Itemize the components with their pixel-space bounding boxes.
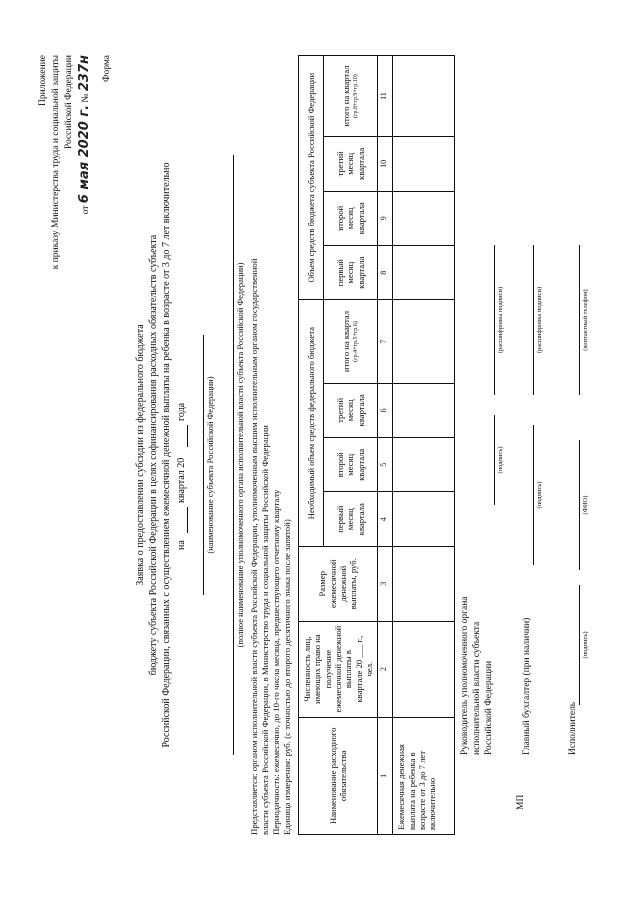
col-header-amount: Размер ежемесячной денежной выплаты, руб. (299, 546, 378, 621)
info-periodicity: Периодичность: ежемесячно, до 10-го числа месяца, предшествующего отчетному кварталу (271, 489, 281, 835)
sub-header-reg-total (323, 56, 377, 137)
quarter-word: квартал 20 (176, 457, 187, 503)
quarter-na: на (176, 540, 187, 550)
cell-reg-total[interactable] (393, 56, 455, 137)
row-obligation-name: Ежемесячная денежная выплата на ребенка в возрасте от 3 до 7 лет включительно (393, 717, 455, 834)
col-number: 4 (378, 492, 393, 546)
sub-header-reg-second: второй месяц квартала (323, 191, 377, 245)
executor-fio-caption: (ФИО) (582, 495, 589, 515)
order-from: от (81, 205, 91, 215)
subject-name-line (203, 335, 204, 595)
sub-header-fed-total (323, 300, 377, 383)
order-date: 6 мая 2020 г. (77, 104, 92, 204)
executor-signature-caption: (подпись) (582, 631, 589, 659)
cell-count[interactable] (393, 621, 455, 717)
executor-signature-line[interactable] (579, 585, 580, 705)
authority-name-caption: (полное наименование уполномоченного органа исполнительной власти субъекта Российской Федерации) (235, 262, 245, 648)
info-unit: Единица измерения: руб. (с точностью до второго десятичного знака после запятой) (282, 519, 292, 835)
title-line-2: бюджету субъекта Российской Федерации в целях софинансирования расходных обязательств субъекта (148, 234, 159, 676)
col-number: 6 (378, 383, 393, 437)
document-page (20, 25, 620, 885)
formula-federal: (гр.4+гр.5+гр.6) (353, 321, 360, 362)
executor-label: Исполнитель (568, 701, 578, 755)
authority-name-line (233, 155, 234, 755)
order-no-label: № (81, 93, 91, 103)
accountant-decode-caption: (расшифровка подписи) (536, 286, 543, 354)
col-header-count-unit: чел. (363, 661, 374, 677)
col-number: 10 (378, 137, 393, 191)
col-header-obligation: Наименование расходного обязательства (299, 717, 378, 834)
subject-name-caption: (наименование субъекта Российской Федерации) (205, 376, 215, 554)
order-line-2: Российской Федерации (64, 55, 74, 150)
title-line-3: Российской Федерации, связанных с осуществлением ежемесячной денежной выплаты на ребенка в возрасте от 3 до 7 лет включительно (161, 162, 172, 748)
sub-header-reg-first: первый месяц квартала (323, 245, 377, 299)
col-number: 1 (378, 717, 393, 834)
accountant-decode-line[interactable] (533, 245, 534, 395)
head-signature-caption: (подпись) (497, 446, 504, 474)
column-numbers-row (378, 56, 393, 835)
formula-regional: (гр.8+гр.9+гр.10) (353, 74, 360, 118)
head-label-line-3: Российской Федерации (484, 660, 494, 755)
title-line-1: Заявка о предоставлении субсидии из федерального бюджета (135, 324, 146, 586)
info-presented-by: Представляется: органом исполнительной власти субъекта Российской Федерации, уполномоченным высшим исполнительным органом государственной (249, 258, 259, 835)
sub-header-fed-total-label: итого на квартал (340, 311, 351, 373)
cell-reg-second[interactable] (393, 191, 455, 245)
info-presented-to: власти субъекта Российской Федерации, в Министерство труда и социальной защиты Российской Федерации (260, 425, 270, 835)
cell-fed-total[interactable] (393, 300, 455, 383)
sub-header-reg-total-label: итого на квартал (340, 65, 351, 127)
cell-fed-second[interactable] (393, 438, 455, 492)
col-number: 8 (378, 245, 393, 299)
quarter-number-line (187, 507, 188, 533)
cell-amount[interactable] (393, 546, 455, 621)
col-header-count-quarter: квартале 20 (353, 659, 364, 703)
group-header-regional: Объем средств бюджета субъекта Российской Федерации (299, 56, 324, 300)
chief-accountant-label: Главный бухгалтер (при наличии) (522, 617, 532, 755)
table-header-row-1 (299, 56, 324, 835)
cell-reg-third[interactable] (393, 137, 455, 191)
cell-reg-first[interactable] (393, 245, 455, 299)
sub-header-fed-second: второй месяц квартала (323, 438, 377, 492)
quarter-year-word: года (176, 402, 187, 421)
col-header-count: Численность лиц, имеющих право на получение ежемесячной денежной выплаты в квартале 20 ___ г., чел. (299, 621, 378, 717)
sub-header-fed-third: третий месяц квартала (323, 383, 377, 437)
col-number: 11 (378, 56, 393, 137)
appendix-label: Приложение (38, 55, 48, 106)
col-header-count-year: г., (353, 635, 364, 643)
head-decode-caption: (расшифровка подписи) (497, 286, 504, 354)
sub-header-reg-third: третий месяц квартала (323, 137, 377, 191)
cell-fed-third[interactable] (393, 383, 455, 437)
head-label-line-2: исполнительной власти субъекта (472, 621, 482, 755)
sub-header-fed-first: первый месяц квартала (323, 492, 377, 546)
executor-phone-caption: (контактный телефон) (582, 289, 589, 351)
seal-mp-label: МП (516, 794, 526, 810)
order-number: 237н (77, 55, 92, 92)
form-label: Форма (102, 55, 112, 83)
head-signature-line[interactable] (494, 415, 495, 505)
table-row (393, 56, 455, 835)
order-line-1: к приказу Министерства труда и социальной защиты (51, 55, 61, 270)
col-header-count-text: Численность лиц, имеющих право на получение ежемесячной денежной выплаты в (302, 625, 354, 713)
col-number: 2 (378, 621, 393, 717)
col-number: 7 (378, 300, 393, 383)
col-number: 3 (378, 546, 393, 621)
accountant-signature-line[interactable] (533, 425, 534, 565)
quarter-year-line (187, 425, 188, 447)
order-ref (78, 55, 92, 214)
head-label-line-1: Руководитель уполномоченного органа (460, 596, 470, 755)
head-decode-line[interactable] (494, 245, 495, 395)
group-header-federal: Необходимый объем средств федерального бюджета (299, 300, 324, 547)
accountant-signature-caption: (подпись) (536, 481, 543, 509)
cell-fed-first[interactable] (393, 492, 455, 546)
executor-fio-line[interactable] (579, 440, 580, 570)
col-number: 9 (378, 191, 393, 245)
executor-phone-line[interactable] (579, 245, 580, 395)
subsidy-table (298, 55, 455, 835)
col-number: 5 (378, 438, 393, 492)
